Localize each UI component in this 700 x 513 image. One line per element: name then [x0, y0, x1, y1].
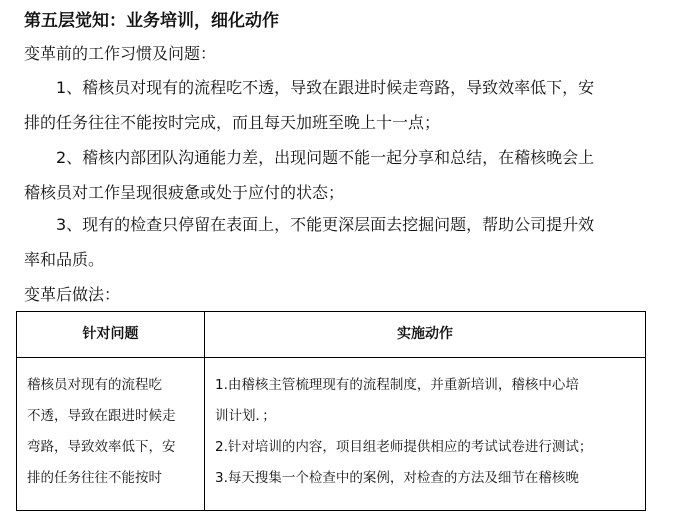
action-cell-line: 3.每天搜集一个检查中的案例，对检查的方法及细节在稽核晚 [215, 470, 579, 486]
problem-1-line-1: 1、稽核员对现有的流程吃不透，导致在跟进时候走弯路，导致效率低下，安 [56, 78, 595, 97]
problem-cell-line: 排的任务往往不能按时 [27, 470, 162, 486]
problem-3-line-2: 率和品质。 [24, 250, 105, 269]
problem-2-line-1: 2、稽核内部团队沟通能力差，出现问题不能一起分享和总结，在稽核晚会上 [56, 148, 595, 167]
problem-cell-line: 弯路，导致效率低下，安 [27, 439, 176, 455]
header-action: 实施动作 [397, 326, 453, 342]
action-cell-line: 训计划．； [215, 408, 276, 424]
problem-cell [27, 370, 199, 494]
intro-label: 变革前的工作习惯及问题： [24, 44, 217, 63]
action-cell-line: 1.由稽核主管梳理现有的流程制度，并重新培训，稽核中心培 [215, 377, 579, 393]
after-label: 变革后做法： [24, 285, 121, 304]
action-cell-line: 2.针对培训的内容，项目组老师提供相应的考试试卷进行测试； [215, 439, 593, 455]
header-problem: 针对问题 [82, 326, 139, 342]
problem-2-line-2: 稽核员对工作呈现很疲惫或处于应付的状态； [24, 183, 345, 202]
problem-cell-line: 不透，导致在跟进时候走 [27, 408, 176, 424]
problem-cell-line: 稽核员对现有的流程吃 [27, 377, 162, 393]
problem-3-line-1: 3、现有的检查只停留在表面上，不能更深层面去挖掘问题，帮助公司提升效 [56, 215, 595, 234]
problem-1-line-2: 排的任务往往不能按时完成，而且每天加班至晚上十一点； [24, 113, 441, 132]
action-cell [215, 370, 643, 494]
measures-table [16, 311, 646, 511]
section-heading: 第五层觉知：业务培训，细化动作 [24, 11, 279, 31]
header-divider [17, 357, 645, 358]
